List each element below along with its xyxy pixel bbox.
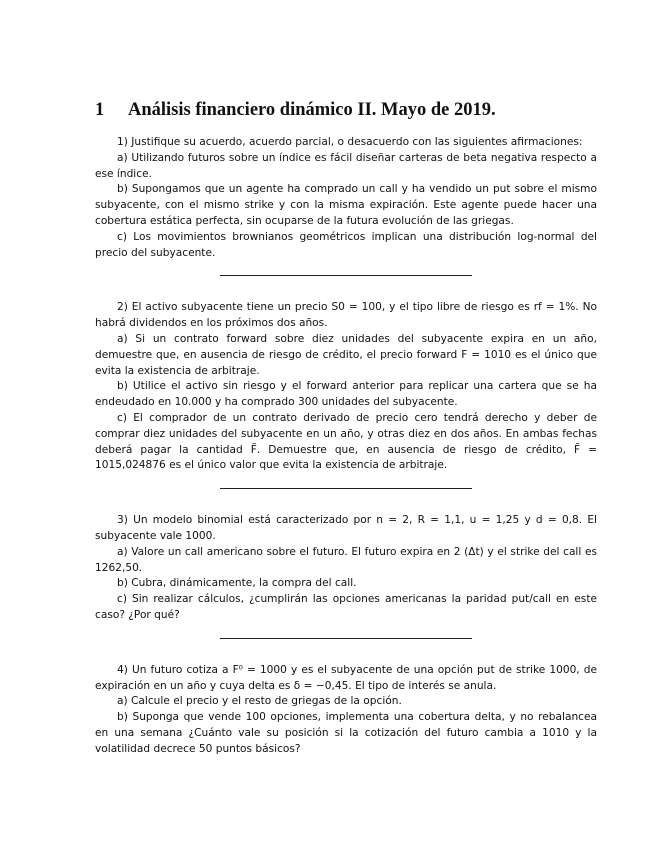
question-3-statement: 3) Un modelo binomial está caracterizado por n = 2, R = 1,1, u = 1,25 y d = 0,8. El subyacente vale 1000. (95, 514, 597, 542)
separator-rule (220, 275, 472, 276)
question-2-item-c: c) El comprador de un contrato derivado de precio cero tendrá derecho y deber de comprar diez unidades del subyacente en un año, y otras diez en dos años. En ambas fechas deberá pagar la cantidad F̃. Demuestre que, en ausencia de riesgo de crédito, F̃ = 1015,024876 es el único valor que evita la existencia de arbitraje. (95, 411, 597, 472)
question-4-item-a: a) Calcule el precio y el resto de griegas de la opción. (117, 695, 402, 708)
question-3-item-b: b) Cubra, dinámicamente, la compra del call. (117, 577, 357, 590)
separator-rule (220, 638, 472, 639)
question-1-item-b: b) Supongamos que un agente ha comprado un call y ha vendido un put sobre el mismo subyacente, con el mismo strike y con la misma expiración. Este agente puede hacer una cobertura estática perfecta, sin ocuparse de la futura evolución de las griegas. (95, 183, 597, 227)
question-2-statement: 2) El activo subyacente tiene un precio S0 = 100, y el tipo libre de riesgo es rf = 1%. No habrá dividendos en los próximos dos años. (95, 301, 597, 330)
question-1-item-a: a) Utilizando futuros sobre un índice es fácil diseñar carteras de beta negativa respecto a ese índice. (95, 151, 597, 180)
exam-page (95, 100, 597, 758)
question-2-item-b: b) Utilice el activo sin riesgo y el forward anterior para replicar una cartera que se ha endeudado en 10.000 y ha comprado 300 unidades del subyacente. (95, 380, 597, 409)
question-3 (95, 513, 597, 624)
question-2-item-a: a) Si un contrato forward sobre diez unidades del subyacente expira en un año, demuestre que, en ausencia de riesgo de crédito, el precio forward F = 1010 es el único que evita la existencia de arbitraje. (95, 332, 597, 377)
question-1-statement: 1) Justifique su acuerdo, acuerdo parcial, o desacuerdo con las siguientes afirmaciones: (117, 136, 583, 148)
section-title-text: Análisis financiero dinámico II. Mayo de 2019. (128, 100, 496, 120)
question-2 (95, 300, 597, 474)
question-4 (95, 663, 597, 758)
question-1 (95, 135, 597, 261)
section-title (95, 100, 597, 121)
separator-rule (220, 488, 472, 489)
question-1-item-c: c) Los movimientos brownianos geométricos implican una distribución log-normal del precio del subyacente. (95, 230, 597, 259)
question-4-statement: 4) Un futuro cotiza a F⁰ = 1000 y es el subyacente de una opción put de strike 1000, de expiración en un año y cuya delta es δ = −0,45. El tipo de interés se anula. (95, 663, 597, 692)
question-3-item-c: c) Sin realizar cálculos, ¿cumplirán las opciones americanas la paridad put/call en este caso? ¿Por qué? (95, 593, 597, 621)
section-number: 1 (95, 100, 105, 120)
question-4-item-b: b) Suponga que vende 100 opciones, implementa una cobertura delta, y no rebalancea en una semana ¿Cuánto vale su posición si la cotización del futuro cambia a 1010 y la volatilidad decrece 50 puntos básicos? (95, 711, 597, 755)
question-3-item-a: a) Valore un call americano sobre el futuro. El futuro expira en 2 (Δt) y el strike del call es 1262,50. (95, 545, 597, 574)
